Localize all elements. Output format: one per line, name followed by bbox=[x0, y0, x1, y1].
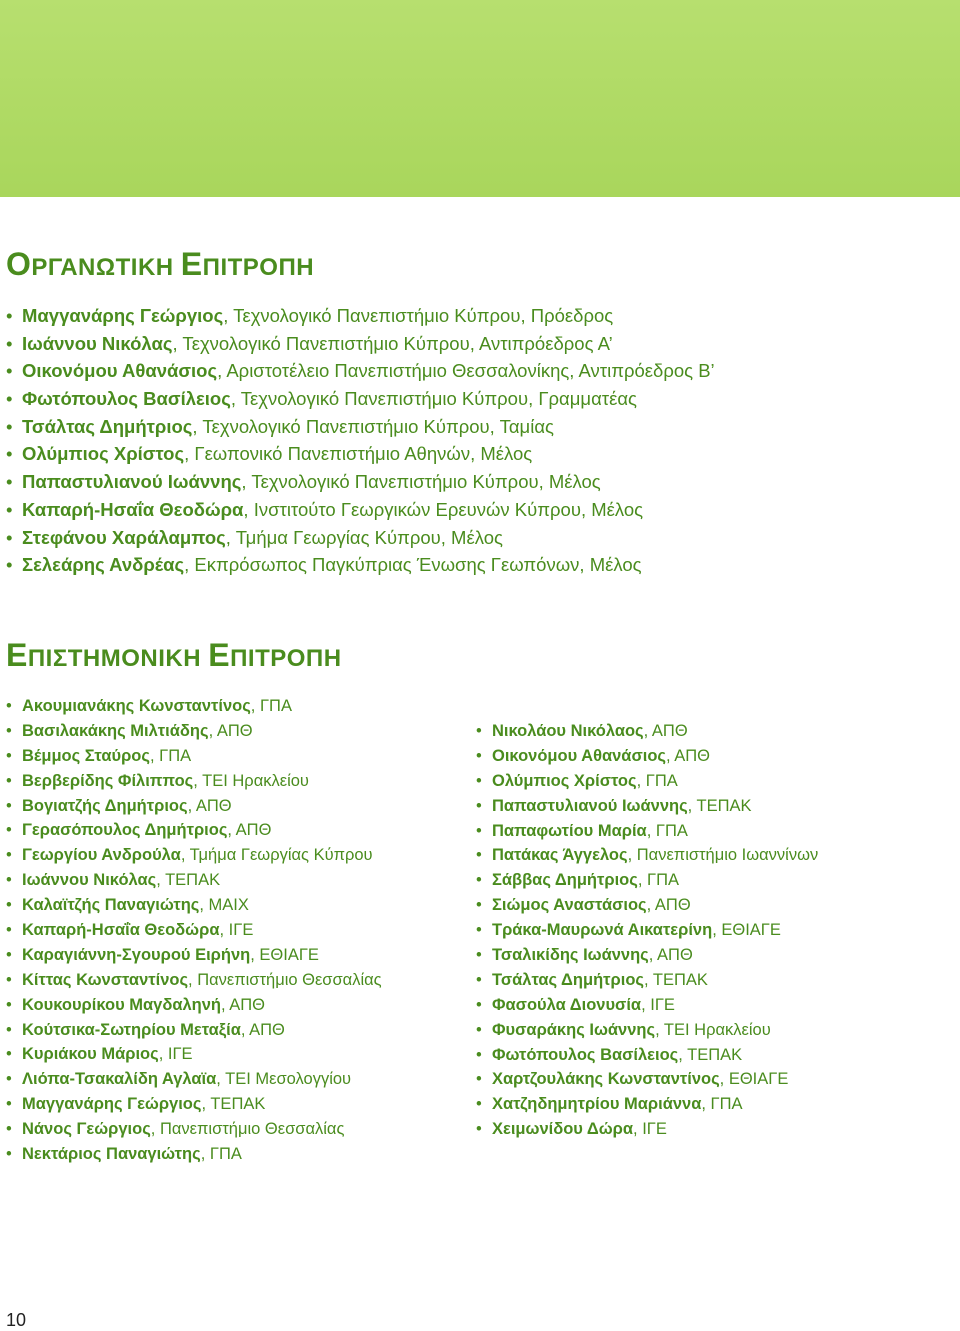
organizing-committee-list bbox=[6, 302, 715, 579]
member-name: Λιόπα-Τσακαλίδη Αγλαϊα bbox=[22, 1070, 217, 1089]
member-affiliation: , ΓΠΑ bbox=[200, 1145, 242, 1164]
list-item bbox=[6, 357, 715, 385]
member-name: Καπαρή-Ησαΐα Θεοδώρα bbox=[22, 921, 220, 940]
member-affiliation: , ΙΓΕ bbox=[633, 1120, 667, 1139]
list-item bbox=[6, 918, 382, 943]
list-item bbox=[476, 1043, 818, 1068]
header-banner bbox=[0, 0, 960, 197]
list-item bbox=[6, 968, 382, 993]
list-item bbox=[6, 1092, 382, 1117]
member-name: Τσαλικίδης Ιωάννης bbox=[492, 946, 649, 965]
list-item bbox=[476, 868, 818, 893]
list-item bbox=[6, 769, 382, 794]
member-affiliation: , Τμήμα Γεωργίας Κύπρου bbox=[180, 846, 373, 865]
member-name: Ολύμπιος Χρίστος bbox=[492, 771, 637, 790]
member-name: Νεκτάριος Παναγιώτης bbox=[22, 1145, 201, 1164]
member-name: Βασιλακάκης Μιλτιάδης bbox=[22, 721, 209, 740]
list-item bbox=[6, 943, 382, 968]
title-rest-2: ΠΙΤΡΟΠΗ bbox=[230, 645, 342, 672]
list-item bbox=[476, 918, 818, 943]
member-name: Τσάλτας Δημήτριος bbox=[492, 970, 644, 989]
list-item bbox=[6, 818, 382, 843]
list-item bbox=[476, 943, 818, 968]
member-affiliation: , ΑΠΘ bbox=[187, 796, 232, 815]
member-affiliation: , ΤΕΠΑΚ bbox=[678, 1045, 743, 1064]
member-affiliation: , ΓΠΑ bbox=[636, 771, 678, 790]
member-name: Παπαστυλιανού Ιωάννης bbox=[492, 796, 688, 815]
member-name: Φωτόπουλος Βασίλειος bbox=[492, 1045, 679, 1064]
list-item bbox=[476, 843, 818, 868]
list-item bbox=[6, 868, 382, 893]
list-item bbox=[6, 843, 382, 868]
member-name: Τσάλτας Δημήτριος bbox=[22, 415, 193, 437]
member-name: Παπαφωτίου Μαρία bbox=[492, 821, 647, 840]
member-name: Κουκουρίκου Μαγδαληνή bbox=[22, 995, 221, 1014]
member-name: Φασούλα Διονυσία bbox=[492, 995, 642, 1014]
member-name: Χαρτζουλάκης Κωνσταντίνος bbox=[492, 1070, 720, 1089]
member-affiliation: , Τεχνολογικό Πανεπιστήμιο Κύπρου, Ταμίας bbox=[192, 415, 554, 437]
member-name: Οικονόμου Αθανάσιος bbox=[22, 360, 218, 382]
member-affiliation: , Ινστιτούτο Γεωργικών Ερευνών Κύπρου, Μέλος bbox=[243, 498, 644, 520]
member-affiliation: , ΓΠΑ bbox=[250, 697, 292, 715]
member-name: Κίττας Κωνσταντίνος bbox=[22, 970, 189, 989]
member-affiliation: , ΤΕΙ Μεσολογγίου bbox=[216, 1070, 352, 1089]
member-name: Τράκα-Μαυρωνά Αικατερίνη bbox=[492, 921, 713, 940]
member-name: Κούτσικα-Σωτηρίου Μεταξία bbox=[22, 1020, 241, 1039]
list-item bbox=[6, 524, 715, 552]
list-item bbox=[6, 1018, 382, 1043]
member-name: Χειμωνίδου Δώρα bbox=[492, 1120, 634, 1139]
member-name: Καλαϊτζής Παναγιώτης bbox=[22, 896, 200, 915]
list-item bbox=[476, 1067, 818, 1092]
member-affiliation: , Τεχνολογικό Πανεπιστήμιο Κύπρου, Πρόεδρος bbox=[223, 305, 614, 326]
member-affiliation: , Γεωπονικό Πανεπιστήμιο Αθηνών, Μέλος bbox=[184, 443, 533, 465]
member-affiliation: , ΑΠΘ bbox=[646, 896, 691, 915]
list-item bbox=[6, 330, 715, 358]
member-name: Νάνος Γεώργιος bbox=[22, 1120, 151, 1139]
member-affiliation: , ΤΕΠΑΚ bbox=[687, 796, 752, 815]
member-name: Σιώμος Αναστάσιος bbox=[492, 896, 647, 915]
member-name: Ιωάννου Νικόλας bbox=[22, 332, 173, 354]
title-cap-1: Ε bbox=[6, 637, 28, 673]
member-affiliation: , Τεχνολογικό Πανεπιστήμιο Κύπρου, Γραμματέας bbox=[230, 388, 637, 410]
list-item bbox=[6, 302, 715, 330]
member-affiliation: , Τμήμα Γεωργίας Κύπρου, Μέλος bbox=[225, 526, 503, 548]
member-name: Στεφάνου Χαράλαμπος bbox=[22, 526, 226, 548]
member-name: Παπαστυλιανού Ιωάννης bbox=[22, 471, 242, 493]
member-affiliation: , ΕΘΙΑΓΕ bbox=[712, 921, 781, 940]
scientific-committee-list-left bbox=[6, 694, 382, 1167]
member-affiliation: , ΑΠΘ bbox=[665, 746, 710, 765]
list-item bbox=[6, 694, 382, 719]
member-affiliation: , ΑΠΘ bbox=[221, 995, 266, 1014]
member-name: Φυσαράκης Ιωάννης bbox=[492, 1020, 656, 1039]
list-item bbox=[6, 496, 715, 524]
title-rest-1: ΡΓΑΝΩΤΙΚΗ bbox=[31, 254, 181, 281]
member-affiliation: , ΙΓΕ bbox=[158, 1045, 193, 1064]
list-item bbox=[476, 1018, 818, 1043]
list-item bbox=[6, 893, 382, 918]
list-item bbox=[6, 1067, 382, 1092]
member-name: Βογιατζής Δημήτριος bbox=[22, 796, 188, 815]
list-item bbox=[476, 893, 818, 918]
title-rest-2: ΠΙΤΡΟΠΗ bbox=[202, 254, 315, 281]
member-name: Ολύμπιος Χρίστος bbox=[22, 443, 185, 465]
list-item bbox=[6, 1117, 382, 1142]
member-affiliation: , Εκπρόσωπος Παγκύπριας Ένωσης Γεωπόνων, Μέλος bbox=[184, 554, 642, 576]
member-name: Φωτόπουλος Βασίλειος bbox=[22, 388, 231, 410]
list-item bbox=[476, 819, 818, 844]
list-item bbox=[6, 385, 715, 413]
list-item bbox=[476, 1092, 818, 1117]
title-cap-2: Ε bbox=[208, 637, 231, 673]
list-item bbox=[476, 968, 818, 993]
title-cap-2: Ε bbox=[180, 246, 203, 282]
list-item bbox=[6, 794, 382, 819]
member-name: Καπαρή-Ησαΐα Θεοδώρα bbox=[22, 498, 244, 520]
member-affiliation: , ΤΕΙ Ηρακλείου bbox=[193, 771, 309, 790]
list-item bbox=[6, 413, 715, 441]
organizing-committee-title bbox=[6, 246, 314, 283]
title-cap-1: Ο bbox=[6, 246, 32, 282]
member-affiliation: , ΤΕΠΑΚ bbox=[156, 871, 221, 890]
list-item bbox=[476, 719, 818, 744]
title-rest-1: ΠΙΣΤΗΜΟΝΙΚΗ bbox=[27, 645, 209, 672]
list-item bbox=[6, 993, 382, 1018]
list-item bbox=[476, 794, 818, 819]
member-affiliation: , Τεχνολογικό Πανεπιστήμιο Κύπρου, Μέλος bbox=[241, 471, 601, 493]
member-name: Μαγγανάρης Γεώργιος bbox=[22, 305, 224, 326]
member-name: Καραγιάννη-Σγουρού Ειρήνη bbox=[22, 945, 251, 964]
member-affiliation: , ΙΓΕ bbox=[641, 995, 675, 1014]
member-affiliation: , Αριστοτέλειο Πανεπιστήμιο Θεσσαλονίκης, Αντιπρόεδρος Β’ bbox=[217, 360, 715, 382]
member-name: Πατάκας Άγγελος bbox=[492, 846, 628, 865]
member-affiliation: , ΙΓΕ bbox=[219, 921, 254, 940]
member-affiliation: , ΤΕΠΑΚ bbox=[644, 970, 708, 989]
member-affiliation: , ΑΠΘ bbox=[227, 821, 272, 840]
list-item bbox=[476, 993, 818, 1018]
member-name: Σάββας Δημήτριος bbox=[492, 871, 638, 890]
member-affiliation: , Πανεπιστήμιο Θεσσαλίας bbox=[150, 1120, 345, 1139]
list-item bbox=[6, 744, 382, 769]
member-affiliation: , ΑΠΘ bbox=[648, 946, 693, 965]
member-name: Κυριάκου Μάριος bbox=[22, 1045, 159, 1064]
member-affiliation: , ΑΠΘ bbox=[240, 1020, 285, 1039]
member-name: Νικολάου Νικόλαος bbox=[492, 722, 644, 740]
member-name: Ιωάννου Νικόλας bbox=[22, 871, 157, 890]
list-item bbox=[6, 468, 715, 496]
member-affiliation: , Πανεπιστήμιο Ιωαννίνων bbox=[627, 846, 819, 865]
list-item bbox=[6, 1142, 382, 1167]
member-name: Χατζηδημητρίου Μαριάννα bbox=[492, 1095, 702, 1114]
member-affiliation: , ΤΕΙ Ηρακλείου bbox=[655, 1020, 771, 1039]
member-name: Σελεάρης Ανδρέας bbox=[22, 554, 185, 576]
member-name: Ακουμιανάκης Κωνσταντίνος bbox=[22, 697, 251, 715]
scientific-committee-list-right bbox=[476, 719, 818, 1142]
list-item bbox=[6, 440, 715, 468]
list-item bbox=[6, 1042, 382, 1067]
member-affiliation: , ΕΘΙΑΓΕ bbox=[719, 1070, 789, 1089]
member-name: Βερβερίδης Φίλιππος bbox=[22, 771, 194, 790]
list-item bbox=[6, 551, 715, 579]
member-affiliation: , ΓΠΑ bbox=[637, 871, 679, 890]
list-item bbox=[476, 1117, 818, 1142]
member-affiliation: , ΓΠΑ bbox=[646, 821, 688, 840]
member-name: Βέμμος Σταύρος bbox=[22, 746, 150, 765]
member-affiliation: , Τεχνολογικό Πανεπιστήμιο Κύπρου, Αντιπρόεδρος Α’ bbox=[172, 332, 613, 354]
member-name: Μαγγανάρης Γεώργιος bbox=[22, 1095, 202, 1114]
list-item bbox=[476, 769, 818, 794]
member-affiliation: , ΑΠΘ bbox=[208, 721, 253, 740]
member-affiliation: , ΕΘΙΑΓΕ bbox=[250, 945, 319, 964]
page-number: 10 bbox=[6, 1310, 27, 1330]
member-affiliation: , ΑΠΘ bbox=[643, 722, 688, 740]
scientific-committee-title bbox=[6, 637, 342, 674]
member-affiliation: , ΓΠΑ bbox=[701, 1095, 743, 1114]
member-affiliation: , ΓΠΑ bbox=[149, 746, 192, 765]
member-name: Γεωργίου Ανδρούλα bbox=[22, 846, 181, 865]
list-item bbox=[476, 744, 818, 769]
member-affiliation: , ΜΑΙΧ bbox=[199, 896, 249, 915]
member-affiliation: , Πανεπιστήμιο Θεσσαλίας bbox=[188, 970, 382, 989]
member-affiliation: , ΤΕΠΑΚ bbox=[201, 1095, 266, 1114]
member-name: Οικονόμου Αθανάσιος bbox=[492, 746, 666, 765]
list-item bbox=[6, 719, 382, 744]
member-name: Γερασόπουλος Δημήτριος bbox=[22, 821, 228, 840]
